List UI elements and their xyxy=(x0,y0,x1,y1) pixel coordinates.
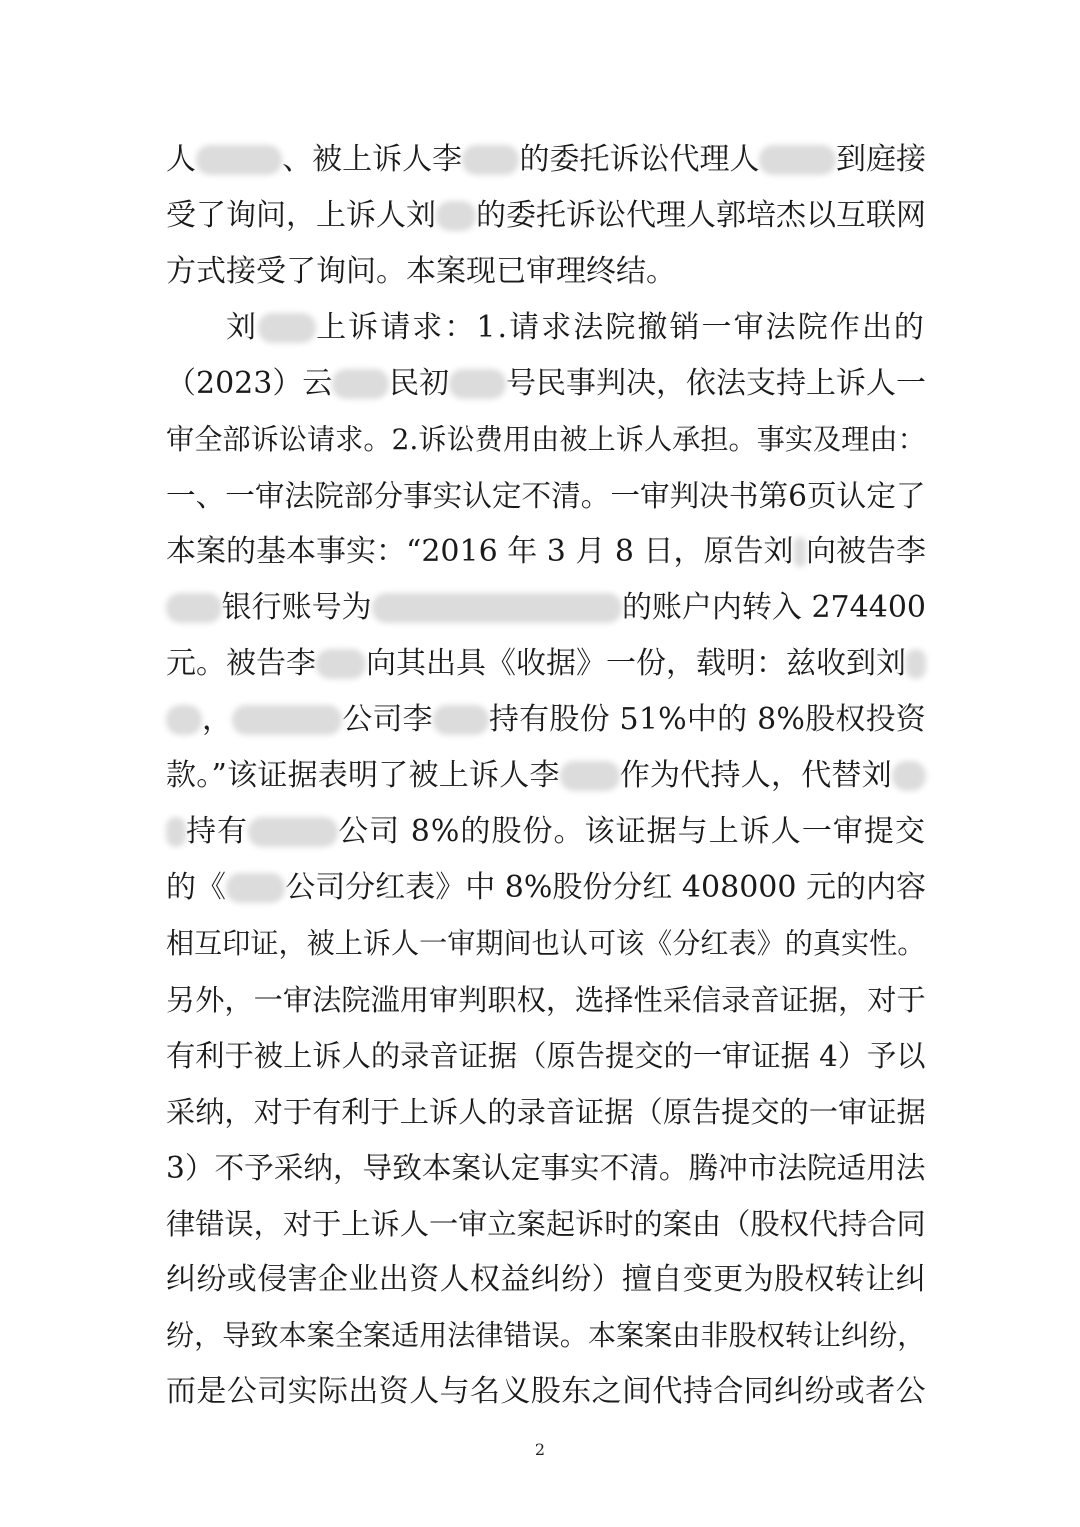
redaction-blur xyxy=(316,649,366,679)
page-number: 2 xyxy=(534,1440,546,1459)
text-segment: 持有 xyxy=(186,814,249,849)
text-segment: 到庭接 xyxy=(836,142,926,177)
redaction-blur xyxy=(166,817,186,847)
redaction-blur xyxy=(232,705,342,735)
text-line-6 xyxy=(166,415,926,465)
text-segment: 方式接受了询问。本案现已审理终结。 xyxy=(166,254,676,289)
text-line-17 xyxy=(166,1031,926,1081)
text-segment: 刘 xyxy=(226,310,259,345)
text-line-11 xyxy=(166,695,926,745)
redaction-blur xyxy=(906,649,926,679)
text-segment: 的账户内转入 274400 xyxy=(621,590,926,625)
text-line-19 xyxy=(166,1143,926,1193)
redaction-blur xyxy=(794,537,806,567)
text-segment: 纷，导致本案全案适用法律错误。本案案由非股权转让纠纷， xyxy=(166,1319,926,1352)
redaction-blur xyxy=(759,145,836,175)
text-segment: 一、一审法院部分事实认定不清。一审判决书第6页认定了 xyxy=(166,478,926,513)
redaction-blur xyxy=(196,145,282,175)
text-line-21 xyxy=(166,1255,926,1305)
redaction-blur xyxy=(332,369,389,399)
text-segment: 相互印证，被上诉人一审期间也认可该《分红表》的真实性。 xyxy=(166,927,926,960)
text-segment: 律错误，对于上诉人一审立案起诉时的案由（股权代持合同 xyxy=(166,1207,926,1241)
redaction-blur xyxy=(433,705,489,735)
text-segment: 另外，一审法院滥用审判职权，选择性采信录音证据，对于 xyxy=(166,983,926,1017)
text-segment: 人 xyxy=(166,142,196,177)
text-segment: （2023）云 xyxy=(166,366,333,401)
text-segment: 本案的基本事实：“2016 年 3 月 8 日，原告刘 xyxy=(166,534,794,569)
text-line-9 xyxy=(166,583,926,633)
text-segment: 有利于被上诉人的录音证据（原告提交的一审证据 4）予以 xyxy=(166,1039,926,1073)
text-line-12 xyxy=(166,751,926,801)
redaction-blur xyxy=(248,817,338,847)
text-segment: 公司李 xyxy=(342,702,433,737)
redaction-blur xyxy=(449,369,506,399)
text-segment: 作为代持人，代替刘 xyxy=(619,758,892,793)
text-segment: 款。”该证据表明了被上诉人李 xyxy=(166,758,560,793)
text-line-2 xyxy=(166,191,926,241)
text-segment: ， xyxy=(202,702,233,737)
text-segment: 持有股份 51%中的 8%股权投资 xyxy=(488,702,927,737)
text-segment: 纠纷或侵害企业出资人权益纠纷）擅自变更为股权转让纠 xyxy=(166,1262,926,1297)
text-segment: 公司 8%的股份。该证据与上诉人一审提交 xyxy=(338,814,926,849)
redaction-blur xyxy=(166,593,222,623)
redaction-blur xyxy=(226,873,285,903)
text-segment: 元。被告李 xyxy=(166,646,316,681)
text-segment: 向被告李 xyxy=(806,534,926,569)
text-line-15 xyxy=(166,919,926,969)
text-segment: 采纳，对于有利于上诉人的录音证据（原告提交的一审证据 xyxy=(166,1095,926,1129)
text-segment: 而是公司实际出资人与名义股东之间代持合同纠纷或者公 xyxy=(166,1374,926,1409)
text-line-10 xyxy=(166,639,926,689)
text-line-5 xyxy=(166,359,926,409)
text-segment: 、被上诉人李 xyxy=(282,142,463,177)
text-line-8 xyxy=(166,527,926,577)
text-segment: 审全部诉讼请求。2.诉讼费用由被上诉人承担。事实及理由： xyxy=(166,423,926,456)
text-segment: 号民事判决，依法支持上诉人一 xyxy=(505,366,926,401)
text-segment: 的委托诉讼代理人郭培杰以互联网 xyxy=(476,198,926,233)
redaction-blur xyxy=(436,201,476,231)
text-segment: 3）不予采纳，导致本案认定事实不清。腾冲市法院适用法 xyxy=(166,1150,926,1185)
text-segment: 银行账号为 xyxy=(221,590,372,625)
text-segment: 的委托诉讼代理人 xyxy=(519,142,760,177)
text-line-1 xyxy=(166,135,926,185)
redaction-blur xyxy=(560,761,620,791)
text-line-18 xyxy=(166,1087,926,1137)
text-line-20 xyxy=(166,1199,926,1249)
text-line-3 xyxy=(166,247,926,297)
text-segment: 的《 xyxy=(166,870,226,905)
text-line-7 xyxy=(166,471,926,521)
text-line-13 xyxy=(166,807,926,857)
text-line-16 xyxy=(166,975,926,1025)
redaction-blur xyxy=(258,313,316,343)
redaction-blur xyxy=(166,705,202,735)
text-segment: 上诉请求：1.请求法院撤销一审法院作出的 xyxy=(316,310,926,345)
text-segment: 受了询问，上诉人刘 xyxy=(166,198,436,233)
text-line-14 xyxy=(166,863,926,913)
redaction-blur xyxy=(892,761,926,791)
text-line-23 xyxy=(166,1367,926,1417)
text-line-4 xyxy=(226,303,926,353)
text-segment: 向其出具《收据》一份，载明：兹收到刘 xyxy=(366,646,906,681)
redaction-blur xyxy=(372,593,622,623)
text-segment: 民初 xyxy=(389,366,450,401)
text-line-22 xyxy=(166,1311,926,1361)
text-segment: 公司分红表》中 8%股份分红 408000 元的内容 xyxy=(285,870,926,905)
redaction-blur xyxy=(462,145,519,175)
